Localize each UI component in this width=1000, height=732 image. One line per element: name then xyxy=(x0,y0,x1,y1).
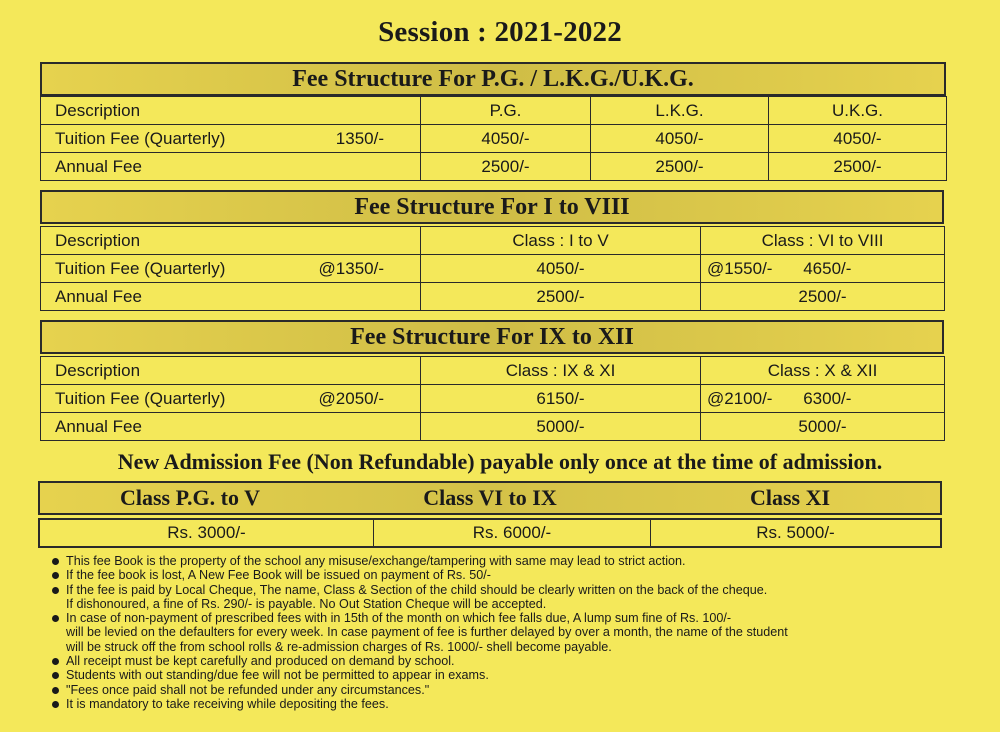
section1-tuition-label: Tuition Fee (Quarterly) xyxy=(55,128,226,148)
section3-tuition-row xyxy=(41,385,945,413)
section2-title xyxy=(40,190,944,224)
note-continuation: will be levied on the defaulters for every week. In case payment of fee is further delayed by over a month, the name of the student xyxy=(66,625,788,640)
note-item: This fee Book is the property of the school any misuse/exchange/tampering with same may lead to strict action. xyxy=(50,554,950,568)
admission-fee-pg-v: Rs. 3000/- xyxy=(40,520,374,546)
admission-fee-row xyxy=(38,518,942,548)
section3-tuition-label: Tuition Fee (Quarterly) xyxy=(55,388,226,408)
section2-header-class-vi-viii: Class : VI to VIII xyxy=(701,227,945,255)
admission-class-row xyxy=(38,481,942,515)
note-continuation: will be struck off the from school rolls & re-admission charges of Rs. 1000/- shell become payable. xyxy=(66,639,612,654)
section3-tuition-class-x-xii xyxy=(701,385,945,413)
section1-table xyxy=(40,96,947,181)
section1-annual-lkg: 2500/- xyxy=(591,153,769,181)
section3-title-text: Fee Structure For IX to XII xyxy=(350,324,634,350)
admission-title: New Admission Fee (Non Refundable) payable only once at the time of admission. xyxy=(117,449,883,474)
section1-annual-row xyxy=(41,153,947,181)
section3-table xyxy=(40,356,945,441)
section2-tuition-vi-viii-rate: @1550/- xyxy=(707,258,773,278)
admission-class-xi: Class XI xyxy=(749,485,831,510)
section3-title xyxy=(40,320,944,354)
section3-header-class-ix-xi: Class : IX & XI xyxy=(421,357,701,385)
section3-tuition-rate: @2050/- xyxy=(318,388,384,408)
section3-annual-label: Annual Fee xyxy=(41,413,421,441)
section2-annual-label: Annual Fee xyxy=(41,283,421,311)
admission-fee-xi: Rs. 5000/- xyxy=(756,523,835,542)
section1-header-pg: P.G. xyxy=(421,97,591,125)
section2-annual-class-vi-viii: 2500/- xyxy=(701,283,945,311)
admission-class-pg-v: Class P.G. to V xyxy=(120,485,260,510)
section1-annual-label: Annual Fee xyxy=(41,153,421,181)
section2-title-text: Fee Structure For I to VIII xyxy=(354,194,630,220)
section3-tuition-cell xyxy=(41,385,421,413)
notes-list xyxy=(50,554,950,711)
section1-header-row xyxy=(41,97,947,125)
section2-tuition-cell xyxy=(41,255,421,283)
section2-annual-row xyxy=(41,283,945,311)
section2-header-row xyxy=(41,227,945,255)
note-item: All receipt must be kept carefully and produced on demand by school. xyxy=(50,654,950,668)
section1-header-lkg: L.K.G. xyxy=(591,97,769,125)
section2-table xyxy=(40,226,945,311)
section1-tuition-rate: 1350/- xyxy=(335,128,384,148)
section1-title-text: Fee Structure For P.G. / L.K.G./U.K.G. xyxy=(292,66,694,92)
section3-header-class-x-xii: Class : X & XII xyxy=(701,357,945,385)
section1-title xyxy=(40,62,946,96)
section3-tuition-class-ix-xi: 6150/- xyxy=(421,385,701,413)
section2-header-description: Description xyxy=(41,227,421,255)
section1-annual-ukg: 2500/- xyxy=(769,153,947,181)
section2-tuition-class-vi-viii xyxy=(701,255,945,283)
section2-tuition-row xyxy=(41,255,945,283)
section1-tuition-cell xyxy=(41,125,421,153)
section2-header-class-i-v: Class : I to V xyxy=(421,227,701,255)
section2-annual-class-i-v: 2500/- xyxy=(421,283,701,311)
section3-tuition-x-xii-rate: @2100/- xyxy=(707,388,773,408)
note-continuation: If dishonoured, a fine of Rs. 290/- is payable. No Out Station Cheque will be accepted. xyxy=(66,596,547,611)
section2-tuition-rate: @1350/- xyxy=(318,258,384,278)
section1-annual-pg: 2500/- xyxy=(421,153,591,181)
section1-header-description: Description xyxy=(41,97,421,125)
section3-tuition-x-xii-value: 6300/- xyxy=(803,388,852,408)
section1-tuition-lkg: 4050/- xyxy=(591,125,769,153)
section2-tuition-class-i-v: 4050/- xyxy=(421,255,701,283)
section1-tuition-pg: 4050/- xyxy=(421,125,591,153)
note-item: Students with out standing/due fee will not be permitted to appear in exams. xyxy=(50,668,950,682)
note-item: "Fees once paid shall not be refunded under any circumstances." xyxy=(50,683,950,697)
section1-tuition-ukg: 4050/- xyxy=(769,125,947,153)
note-item: If the fee book is lost, A New Fee Book will be issued on payment of Rs. 50/- xyxy=(50,568,950,582)
section3-annual-class-x-xii: 5000/- xyxy=(701,413,945,441)
session-title: Session : 2021-2022 xyxy=(378,16,622,48)
section1-header-ukg: U.K.G. xyxy=(769,97,947,125)
note-item: If the fee is paid by Local Cheque, The name, Class & Section of the child should be clearly written on the back of the cheque. xyxy=(50,583,950,597)
admission-class-vi-ix: Class VI to IX xyxy=(423,485,557,510)
section3-annual-row xyxy=(41,413,945,441)
section2-tuition-label: Tuition Fee (Quarterly) xyxy=(55,258,226,278)
section2-tuition-vi-viii-value: 4650/- xyxy=(803,258,852,278)
note-item: It is mandatory to take receiving while depositing the fees. xyxy=(50,697,950,711)
section1-tuition-row xyxy=(41,125,947,153)
admission-fee-vi-ix: Rs. 6000/- xyxy=(374,520,651,546)
section3-header-description: Description xyxy=(41,357,421,385)
section3-header-row xyxy=(41,357,945,385)
note-item: In case of non-payment of prescribed fees with in 15th of the month on which fee falls due, A lump sum fine of Rs. 100/- xyxy=(50,611,950,625)
section3-annual-class-ix-xi: 5000/- xyxy=(421,413,701,441)
